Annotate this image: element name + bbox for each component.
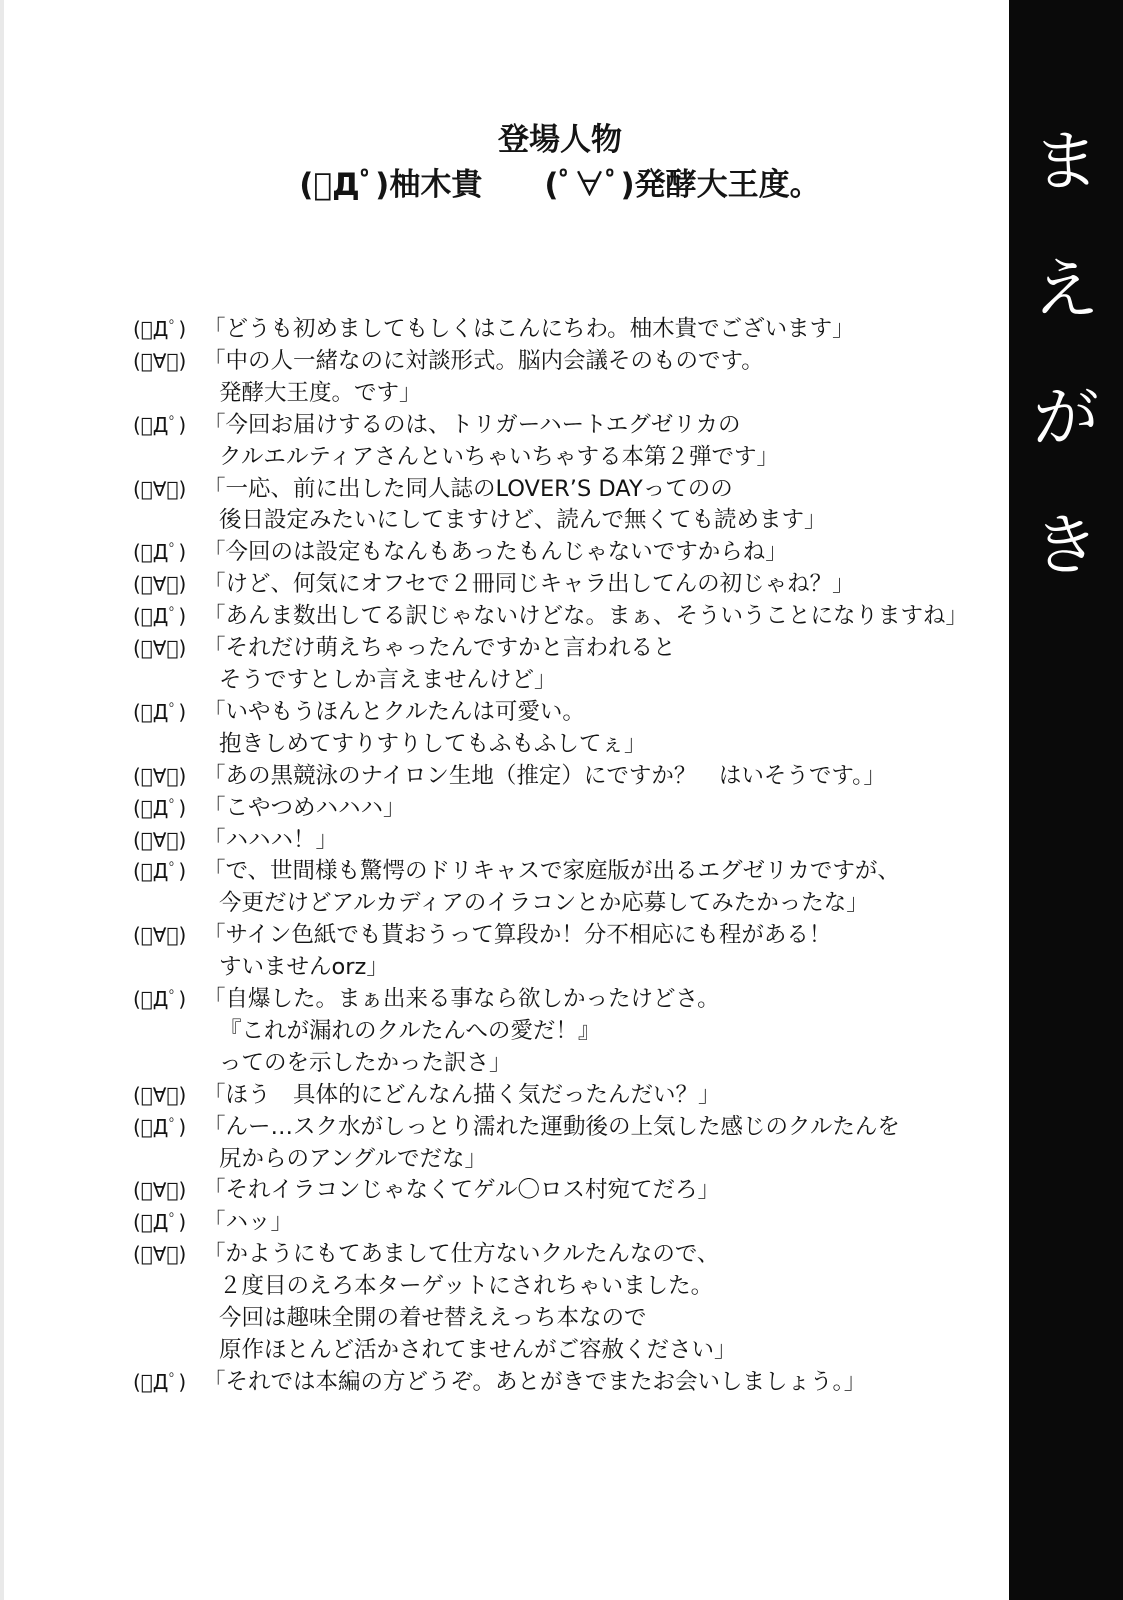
speaker-emoticon: (ﾟДﾟ) bbox=[133, 795, 187, 820]
dialogue-lines bbox=[203, 1367, 993, 1399]
dialogue-line: 「一応、前に出した同人誌のLOVER’S DAYってのの bbox=[203, 475, 733, 502]
dialogue-lines bbox=[203, 761, 993, 793]
dialogue-lines bbox=[203, 984, 993, 1080]
sidebar-title-char: え bbox=[1033, 251, 1099, 328]
speaker-emoticon: (ﾟ∀ﾟ) bbox=[133, 636, 187, 661]
dialogue-entry bbox=[133, 1175, 993, 1207]
dialogue-entry bbox=[133, 314, 993, 346]
dialogue-line: 「それでは本編の方どうぞ。あとがきでまたお会いしましょう。」 bbox=[203, 1368, 867, 1395]
page-edge-shadow bbox=[0, 0, 4, 1600]
dialogue-lines bbox=[203, 1207, 993, 1239]
dialogue-line: 今更だけどアルカディアのイラコンとか応募してみたかったな」 bbox=[219, 890, 869, 917]
dialogue-line: 「今回のは設定もなんもあったもんじゃないですからね」 bbox=[203, 539, 788, 566]
page-title: 登場人物 bbox=[498, 122, 622, 158]
speaker-emoticon: (ﾟ∀ﾟ) bbox=[133, 763, 187, 788]
dialogue-line: 「今回お届けするのは、トリガーハートエグゼリカの bbox=[203, 411, 741, 438]
dialogue-line: 「んー…スク水がしっとり濡れた運動後の上気した感じのクルたんを bbox=[203, 1113, 900, 1140]
dialogue-line: 「中の人一緒なのに対談形式。脳内会議そのものです。 bbox=[203, 347, 764, 374]
dialogue-line: 「サイン色紙でも貰おうって算段か！分不相応にも程がある！ bbox=[203, 922, 832, 949]
speaker-emoticon: (ﾟДﾟ) bbox=[133, 1210, 187, 1235]
speaker-emoticon: (ﾟДﾟ) bbox=[133, 987, 187, 1012]
dialogue-entry bbox=[133, 761, 993, 793]
dialogue-lines bbox=[203, 1080, 993, 1112]
dialogue-lines bbox=[203, 1175, 993, 1207]
dialogue-entry bbox=[133, 984, 993, 1080]
dialogue-line: 「自爆した。まぁ出来る事なら欲しかったけどさ。 bbox=[203, 986, 720, 1013]
speaker-emoticon: (ﾟДﾟ) bbox=[133, 540, 187, 565]
dialogue-line: 「けど、何気にオフセで２冊同じキャラ出してんの初じゃね？」 bbox=[203, 571, 855, 598]
dialogue-line: ２度目のえろ本ターゲットにされちゃいました。 bbox=[219, 1273, 714, 1300]
dialogue-lines bbox=[203, 410, 993, 474]
dialogue-line: 「かようにもてあまして仕方ないクルたんなので、 bbox=[203, 1241, 720, 1268]
speaker-emoticon: (ﾟДﾟ) bbox=[133, 317, 187, 341]
dialogue-line: すいませんorz」 bbox=[219, 954, 389, 981]
sidebar-title-char: が bbox=[1033, 379, 1099, 456]
chapter-sidebar bbox=[1009, 0, 1123, 1600]
dialogue-line: そうですとしか言えませんけど」 bbox=[219, 666, 557, 693]
speaker-emoticon: (ﾟ∀ﾟ) bbox=[133, 827, 187, 852]
dialogue-lines bbox=[203, 1239, 993, 1367]
dialogue-line: 「ほう 具体的にどんなん描く気だったんだい？」 bbox=[203, 1081, 721, 1108]
dialogue-line: 発酵大王度。です」 bbox=[219, 379, 422, 406]
dialogue-entry bbox=[133, 856, 993, 920]
speaker-emoticon: (ﾟ∀ﾟ) bbox=[133, 1082, 187, 1107]
dialogue-entry bbox=[133, 793, 993, 825]
dialogue-entry bbox=[133, 697, 993, 761]
dialogue-line: 「どうも初めましてもしくはこんにちわ。柚木貴でございます」 bbox=[203, 316, 855, 342]
dialogue-entry bbox=[133, 474, 993, 538]
dialogue-entry bbox=[133, 1112, 993, 1176]
dialogue-section bbox=[133, 314, 993, 1399]
sidebar-title-char: き bbox=[1033, 507, 1099, 584]
dialogue-line: 「あんま数出してる訳じゃないけどな。まぁ、そういうことになりますね」 bbox=[203, 603, 969, 630]
dialogue-line: 「こやつめハハハ」 bbox=[203, 794, 406, 821]
dialogue-entry bbox=[133, 537, 993, 569]
dialogue-line: 「いやもうほんとクルたんは可愛い。 bbox=[203, 698, 585, 725]
dialogue-lines bbox=[203, 920, 993, 984]
dialogue-line: 『これが漏れのクルたんへの愛だ！』 bbox=[219, 1017, 601, 1044]
dialogue-entry bbox=[133, 1207, 993, 1239]
speaker-emoticon: (ﾟДﾟ) bbox=[133, 699, 187, 724]
speaker-emoticon: (ﾟ∀ﾟ) bbox=[133, 476, 187, 501]
dialogue-lines bbox=[203, 793, 993, 825]
dialogue-entry bbox=[133, 633, 993, 697]
dialogue-line: 「それイラコンじゃなくてゲル〇ロス村宛てだろ」 bbox=[203, 1177, 721, 1204]
dialogue-entry bbox=[133, 346, 993, 410]
dialogue-line: ってのを示したかった訳さ」 bbox=[219, 1049, 512, 1076]
dialogue-entry bbox=[133, 1239, 993, 1367]
sidebar-title-char: ま bbox=[1033, 123, 1099, 200]
cast-header bbox=[190, 118, 930, 208]
dialogue-line: 「ハハハ！」 bbox=[203, 826, 339, 853]
dialogue-lines bbox=[203, 346, 993, 410]
cast-list: (ﾟДﾟ)柚木貴 (ﾟ∀ﾟ)発酵大王度。 bbox=[299, 167, 821, 203]
dialogue-line: 「あの黒競泳のナイロン生地（推定）にですか？ はいそうです。」 bbox=[203, 762, 886, 789]
dialogue-line: 原作ほとんど活かされてませんがご容赦ください」 bbox=[219, 1337, 737, 1363]
dialogue-line: 今回は趣味全開の着せ替ええっち本なので bbox=[219, 1305, 647, 1332]
dialogue-line: 「それだけ萌えちゃったんですかと言われると bbox=[203, 635, 676, 662]
dialogue-line: 「で、世間様も驚愕のドリキャスで家庭版が出るエグゼリカですが、 bbox=[203, 858, 900, 885]
dialogue-lines bbox=[203, 825, 993, 857]
dialogue-entry bbox=[133, 920, 993, 984]
speaker-emoticon: (ﾟДﾟ) bbox=[133, 1369, 187, 1394]
dialogue-lines bbox=[203, 856, 993, 920]
dialogue-line: クルエルティアさんといちゃいちゃする本第２弾です」 bbox=[219, 443, 780, 470]
speaker-emoticon: (ﾟ∀ﾟ) bbox=[133, 1178, 187, 1203]
speaker-emoticon: (ﾟДﾟ) bbox=[133, 412, 187, 437]
dialogue-lines bbox=[203, 537, 993, 569]
speaker-emoticon: (ﾟДﾟ) bbox=[133, 1114, 187, 1139]
dialogue-entry bbox=[133, 825, 993, 857]
dialogue-lines bbox=[203, 633, 993, 697]
speaker-emoticon: (ﾟ∀ﾟ) bbox=[133, 1242, 187, 1267]
dialogue-line: 後日設定みたいにしてますけど、読んで無くても読めます」 bbox=[219, 507, 827, 534]
dialogue-lines bbox=[203, 697, 993, 761]
dialogue-entry bbox=[133, 1367, 993, 1399]
dialogue-lines bbox=[203, 601, 993, 633]
dialogue-lines bbox=[203, 314, 993, 346]
dialogue-line: 抱きしめてすりすりしてもふもふしてぇ」 bbox=[219, 730, 647, 757]
dialogue-line: 「ハッ」 bbox=[203, 1209, 294, 1236]
dialogue-lines bbox=[203, 474, 993, 538]
dialogue-entry bbox=[133, 410, 993, 474]
dialogue-entry bbox=[133, 569, 993, 601]
speaker-emoticon: (ﾟ∀ﾟ) bbox=[133, 923, 187, 948]
speaker-emoticon: (ﾟ∀ﾟ) bbox=[133, 348, 187, 373]
sidebar-title bbox=[1009, 98, 1123, 610]
dialogue-lines bbox=[203, 1112, 993, 1176]
dialogue-entry bbox=[133, 601, 993, 633]
dialogue-entry bbox=[133, 1080, 993, 1112]
speaker-emoticon: (ﾟДﾟ) bbox=[133, 604, 187, 629]
dialogue-lines bbox=[203, 569, 993, 601]
speaker-emoticon: (ﾟ∀ﾟ) bbox=[133, 572, 187, 597]
dialogue-line: 尻からのアングルでだな」 bbox=[219, 1145, 487, 1172]
speaker-emoticon: (ﾟДﾟ) bbox=[133, 859, 187, 884]
